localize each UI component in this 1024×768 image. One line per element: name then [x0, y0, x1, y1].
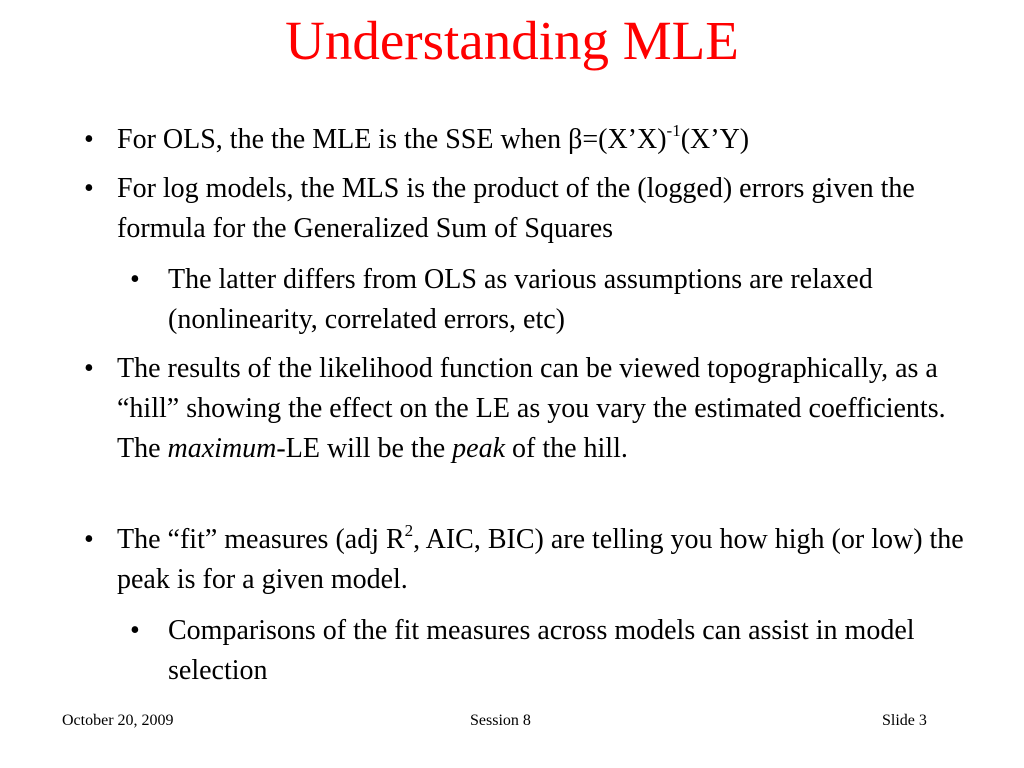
sub-bullet-latter-differs: [130, 260, 988, 340]
bullet-log-models: [84, 169, 987, 249]
bullet-marker: •: [84, 524, 94, 555]
bullet-text: The latter differs from OLS as various assumptions are relaxed (nonlinearity, correlated errors, etc): [168, 264, 873, 335]
bullet-marker: •: [130, 615, 140, 646]
bullet-text: The results of the likelihood function can be viewed topographically, as a “hill” showing the effect on the LE as you vary the estimated coefficients. The: [117, 353, 946, 464]
bullet-text: -LE will be the: [276, 433, 453, 464]
emphasis-peak: peak: [452, 433, 505, 464]
bullet-marker: •: [84, 124, 94, 155]
bullet-text: For log models, the MLS is the product of the (logged) errors given the formula for the Generalized Sum of Squares: [117, 173, 915, 244]
bullet-ols-mle: [84, 120, 987, 160]
footer-session: Session 8: [470, 712, 531, 729]
superscript-squared: 2: [404, 520, 414, 540]
bullet-text: For OLS, the the MLE is the SSE when β=(X’X): [117, 124, 667, 155]
bullet-marker: •: [84, 173, 94, 204]
slide-title: Understanding MLE: [285, 10, 739, 71]
sub-bullet-comparisons: [130, 611, 988, 691]
bullet-text: Comparisons of the fit measures across models can assist in model selection: [168, 615, 915, 686]
footer-date: October 20, 2009: [62, 712, 174, 729]
footer-slide-number: Slide 3: [882, 712, 927, 729]
bullet-text: The “fit” measures (adj R: [117, 524, 405, 555]
bullet-marker: •: [130, 264, 140, 295]
bullet-marker: •: [84, 353, 94, 384]
bullet-text: of the hill.: [505, 433, 628, 464]
emphasis-maximum: maximum: [167, 433, 277, 464]
superscript-inverse: -1: [666, 120, 681, 140]
bullet-likelihood-hill: [84, 349, 987, 469]
bullet-text: (X’Y): [680, 124, 750, 155]
bullet-fit-measures: [84, 520, 987, 600]
bullet-text: , AIC, BIC) are telling you how high (or low) the peak is for a given model.: [117, 524, 964, 595]
